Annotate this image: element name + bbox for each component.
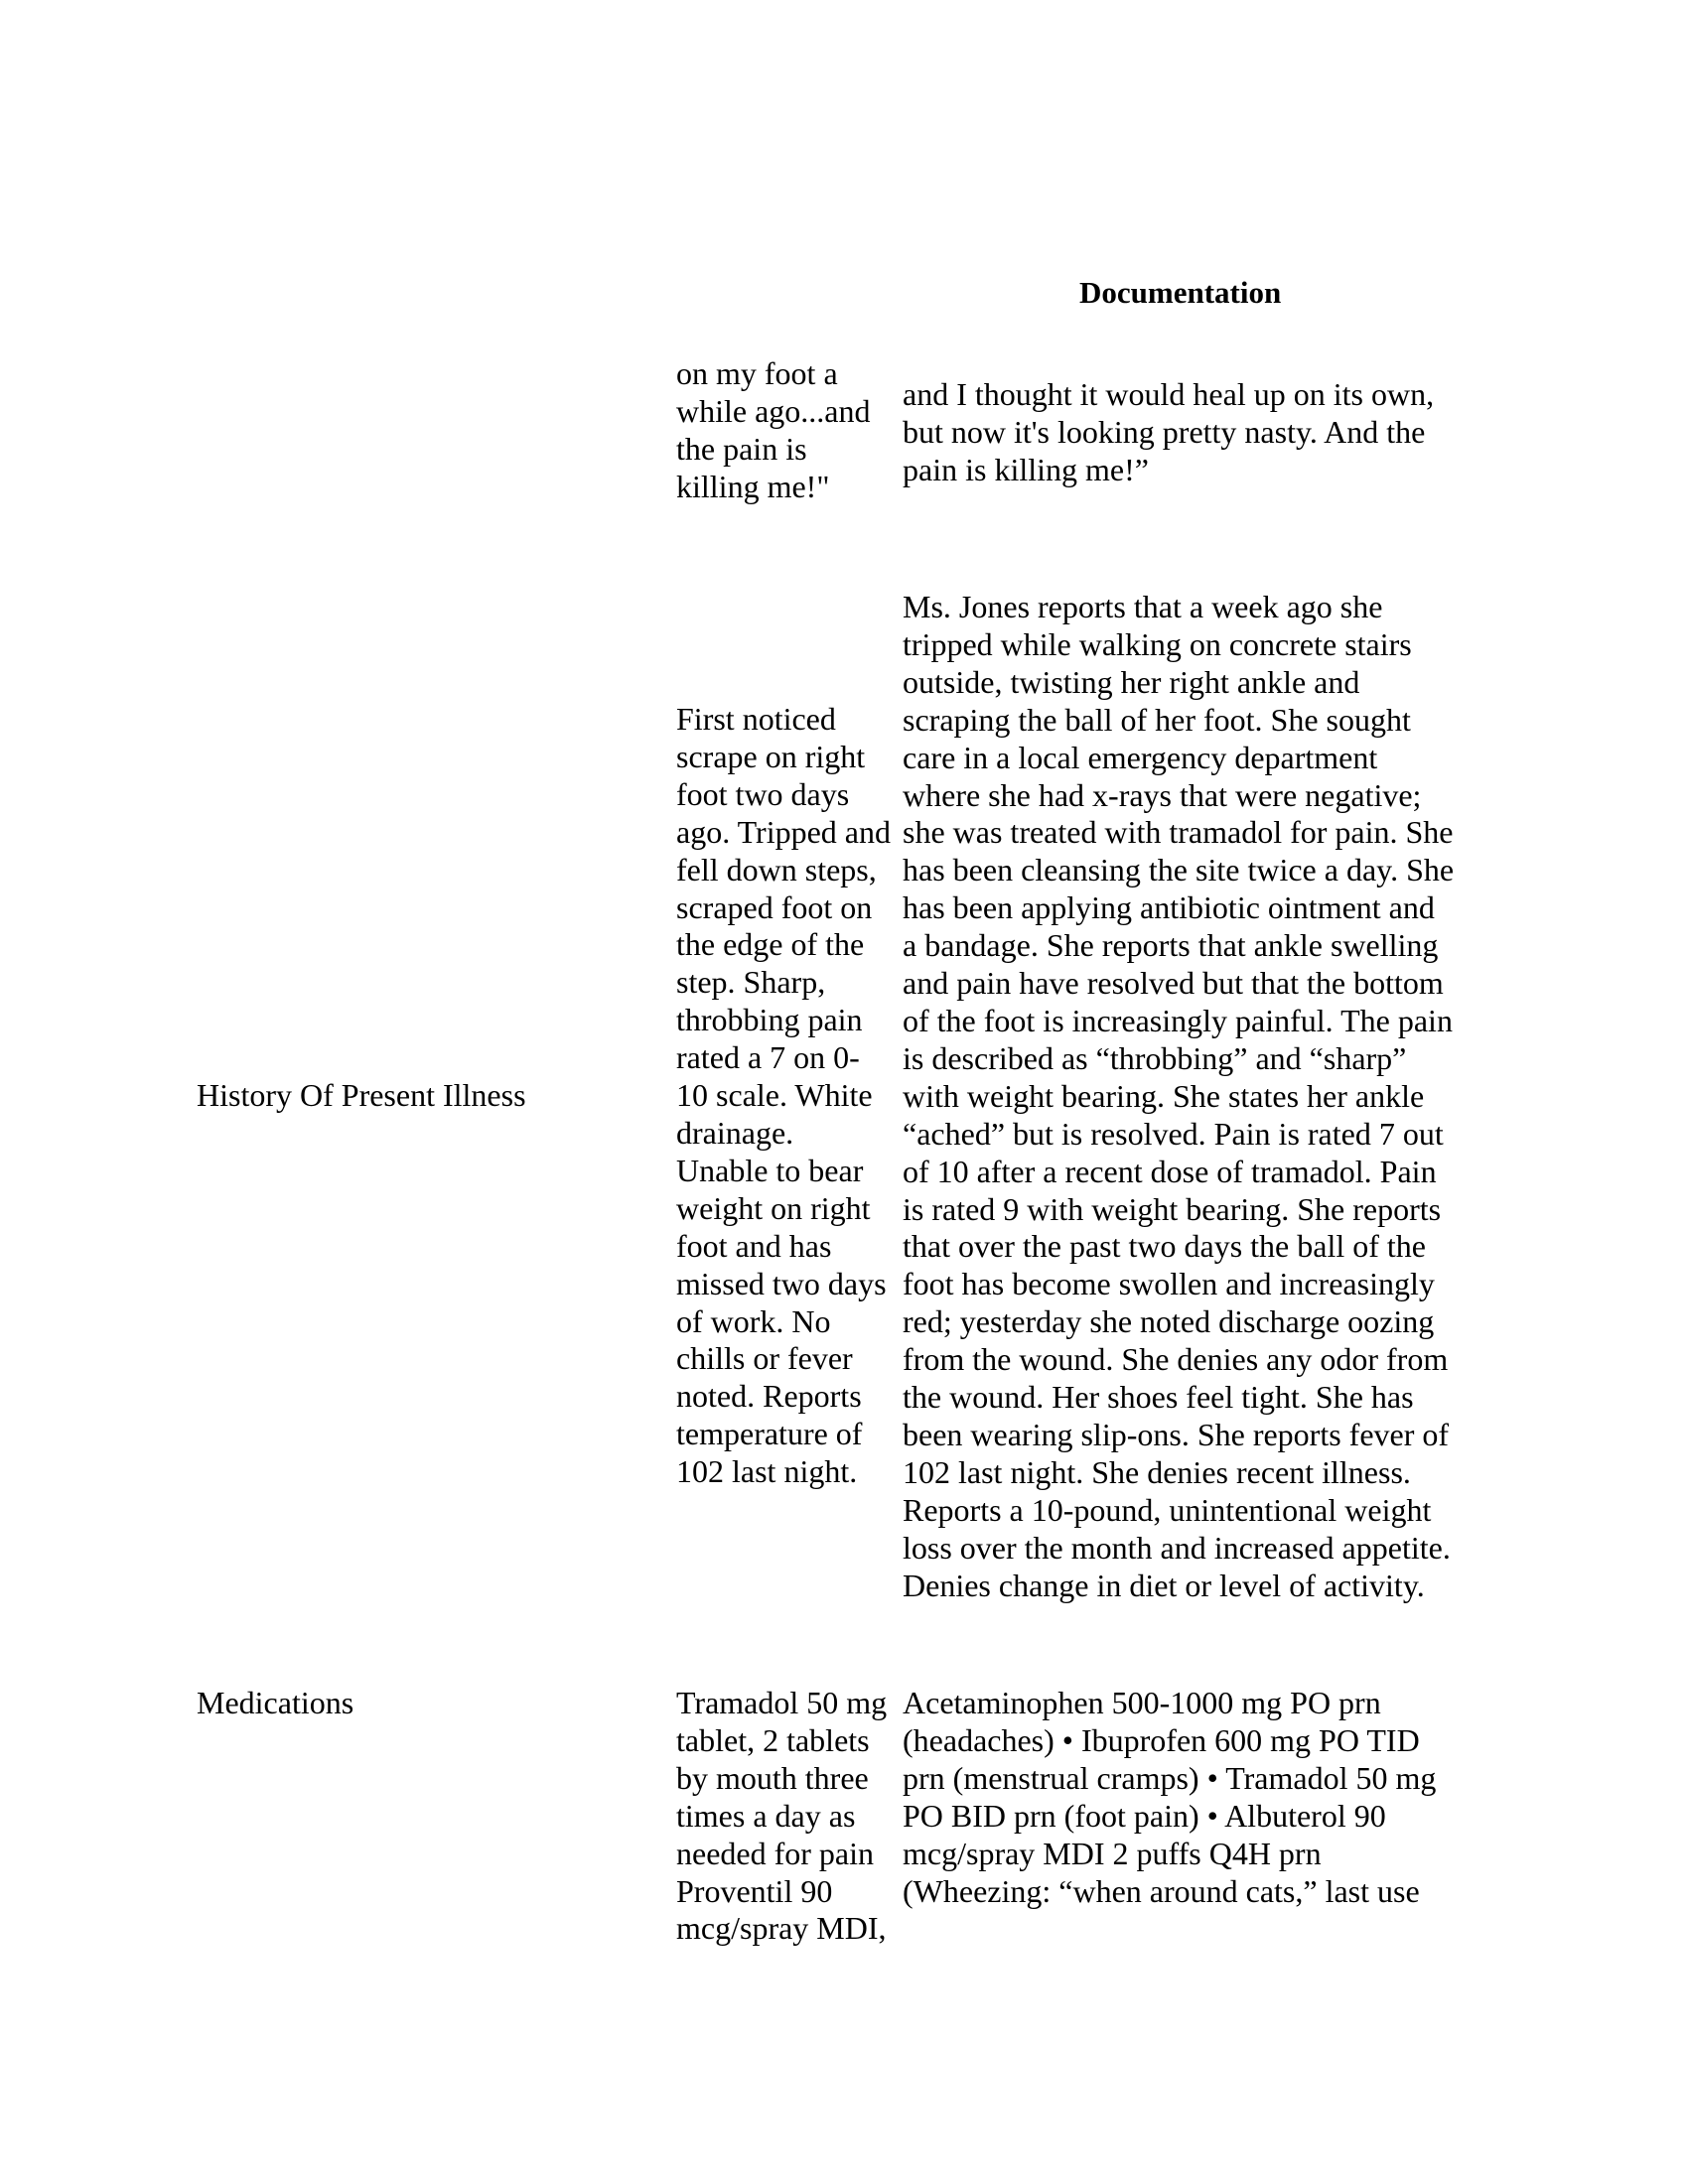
text-line: tripped while walking on concrete stairs: [903, 625, 1412, 662]
text-line: a bandage. She reports that ankle swelling: [903, 927, 1439, 964]
text-line: while ago...and: [676, 392, 871, 429]
text-line: the pain is: [676, 430, 807, 467]
text-line: outside, twisting her right ankle and: [903, 663, 1360, 700]
text-line: fell down steps,: [676, 851, 877, 887]
text-line: 102 last night. She denies recent illness.: [903, 1453, 1411, 1490]
text-line: and I thought it would heal up on its own,: [903, 376, 1435, 412]
text-line: the wound. Her shoes feel tight. She has: [903, 1379, 1414, 1416]
text-line: is described as “throbbing” and “sharp”: [903, 1039, 1407, 1076]
text-line: drainage.: [676, 1114, 794, 1151]
documentation-hpi-cell: [903, 589, 1454, 1604]
text-line: been wearing slip-ons. She reports fever of: [903, 1416, 1450, 1452]
text-line: by mouth three: [676, 1759, 869, 1796]
text-line: scraped foot on: [676, 888, 873, 925]
text-line: mcg/spray MDI 2 puffs Q4H prn: [903, 1835, 1322, 1871]
text-line: the edge of the: [676, 926, 865, 963]
text-line: pain is killing me!”: [903, 451, 1149, 487]
patient-medications-cell: [676, 1685, 887, 1948]
text-line: mcg/spray MDI,: [676, 1910, 887, 1947]
text-line: 102 last night.: [676, 1453, 858, 1490]
patient-hpi-cell: [676, 701, 891, 1491]
text-line: Tramadol 50 mg: [676, 1685, 888, 1720]
text-line: Ms. Jones reports that a week ago she: [903, 589, 1383, 624]
text-line: missed two days: [676, 1265, 887, 1301]
text-line: times a day as: [676, 1797, 856, 1834]
text-line: care in a local emergency department: [903, 739, 1378, 775]
text-line: prn (menstrual cramps) • Tramadol 50 mg: [903, 1759, 1437, 1796]
text-line: “ached” but is resolved. Pain is rated 7 out: [903, 1115, 1444, 1152]
documentation-medications-cell: [903, 1685, 1436, 1910]
text-line: is rated 9 with weight bearing. She reports: [903, 1190, 1442, 1227]
text-line: PO BID prn (foot pain) • Albuterol 90: [903, 1797, 1386, 1834]
text-line: tablet, 2 tablets: [676, 1721, 870, 1758]
text-line: foot and has: [676, 1227, 832, 1264]
text-line: Denies change in diet or level of activity.: [903, 1567, 1425, 1603]
row-label-hpi: History Of Present Illness: [197, 1077, 526, 1113]
text-line: rated a 7 on 0-: [676, 1039, 860, 1076]
text-line: has been cleansing the site twice a day. She: [903, 852, 1455, 888]
text-line: red; yesterday she noted discharge oozing: [903, 1303, 1435, 1340]
text-line: foot has become swollen and increasingly: [903, 1266, 1435, 1302]
text-line: weight on right: [676, 1189, 871, 1226]
text-line: (Wheezing: “when around cats,” last use: [903, 1872, 1420, 1909]
row-label-medications: Medications: [197, 1685, 354, 1720]
text-line: Proventil 90: [676, 1872, 833, 1909]
text-line: of 10 after a recent dose of tramadol. Pain: [903, 1153, 1437, 1189]
patient-statement-cell: [676, 355, 871, 506]
text-line: of the foot is increasingly painful. The pain: [903, 1002, 1453, 1038]
text-line: noted. Reports: [676, 1378, 862, 1415]
text-line: ago. Tripped and: [676, 813, 891, 850]
text-line: on my foot a: [676, 355, 838, 391]
text-line: foot two days: [676, 775, 850, 812]
text-line: scrape on right: [676, 738, 866, 774]
documentation-cell: [903, 376, 1434, 489]
text-line: has been applying antibiotic ointment and: [903, 889, 1435, 926]
text-line: 10 scale. White: [676, 1077, 873, 1114]
text-line: with weight bearing. She states her ankle: [903, 1077, 1425, 1114]
text-line: she was treated with tramadol for pain. She: [903, 814, 1454, 851]
text-line: Reports a 10-pound, unintentional weight: [903, 1491, 1432, 1528]
text-line: First noticed: [676, 701, 836, 737]
text-line: that over the past two days the ball of the: [903, 1228, 1426, 1265]
column-header-documentation: Documentation: [1079, 275, 1282, 310]
text-line: (headaches) • Ibuprofen 600 mg PO TID: [903, 1721, 1420, 1758]
text-line: needed for pain: [676, 1835, 875, 1871]
text-line: from the wound. She denies any odor from: [903, 1341, 1449, 1378]
text-line: and pain have resolved but that the bottom: [903, 965, 1444, 1002]
text-line: temperature of: [676, 1416, 863, 1452]
text-line: scraping the ball of her foot. She sought: [903, 701, 1411, 738]
text-line: Unable to bear: [676, 1152, 864, 1188]
text-line: killing me!": [676, 468, 830, 504]
text-line: chills or fever: [676, 1340, 853, 1377]
text-line: step. Sharp,: [676, 964, 826, 1001]
text-line: loss over the month and increased appetite.: [903, 1529, 1451, 1566]
text-line: of work. No: [676, 1302, 831, 1339]
text-line: Acetaminophen 500-1000 mg PO prn: [903, 1685, 1381, 1720]
text-line: throbbing pain: [676, 1002, 863, 1038]
text-line: but now it's looking pretty nasty. And the: [903, 413, 1426, 450]
text-line: where she had x-rays that were negative;: [903, 776, 1422, 813]
